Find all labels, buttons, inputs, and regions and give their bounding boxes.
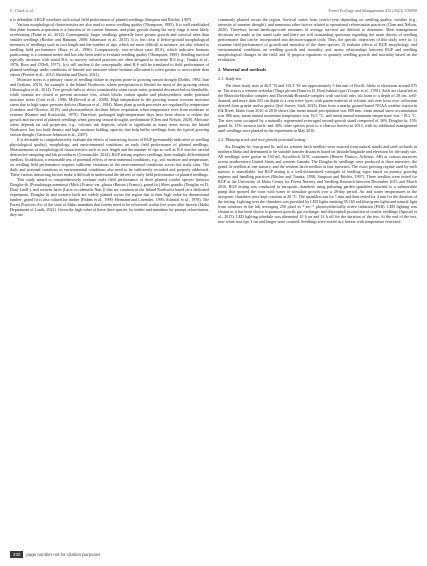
header-journal: Forest Ecology and Management 452 (2023) 100090 <box>328 8 417 13</box>
right-paragraph-1: commonly planted across the region. Survival varies from year-to-year depending on seedling quality, weather (e.g., intensity of summer drought), and numerous other factors related to operational reforestation practices (Chen and Nelson, 2020). Therefore, broad landscape-scale estimates of average survival are difficult to determine. Most management decisions are made at the stand scale and there are still outstanding questions regarding the main drivers of seedling performance that can be incorporated into decision-support tools. Thus, the specific objectives of this study were to: 1) examine field performance of growth and mortality of the three species; 2) evaluate effects of RGP, morphology, and environmental conditions on seedling growth and mortality, and assess relationships between RGP and seedling morphological changes in the field; and 3) propose equations to quantify seedling growth and mortality based on the evaluation. <box>218 17 417 62</box>
left-paragraph-5: This study aimed to comprehensively evaluate early field performance of three planted conifer species (interior Douglas-fir (Pseudotsuga menziesii (Mirb.) Franco var. glauca (Beissn.) Franco), grand fir (Abies grandis (Douglas ex D. Don) Lindl.), and western larch (Larix occidentalis Nutt.)) that are common in the Inland Northwest based on a dedicated experiment. Douglas-fir and western larch are widely planted across the region due to their high value for dimensional lumber; grand fir is also valued for timber (Fiddes et al., 1990; Hermann and Lavender, 1990; Schmidt et al., 1976). The Forest Practices Act of the state of Idaho mandates that forests need to be reforested within five years after harvest (Idaho Department of Lands, 2022). Given the high value of these three species for timber and mandates for prompt reforestation, they are <box>10 177 209 217</box>
page-footer <box>10 550 417 559</box>
left-paragraph-2: Various morphological characteristics are also used to assess seedling quality (Thompson, 1985). It is well established that plant biomass acquisition is a function of its current biomass, and plant growth during the early stage is most likely accelerating (Paine et al., 2012). Consequently, larger seedlings generally have greater growth and survival rates than smaller seedlings (Ritchie and Hamann, 2008; Johansson et al., 2015). It is less clear if below-ground morphological measures of seedlings such as root length and the number of tips, which are more difficult to measure, are also related to seedling field performance (Kurz et al., 1996). Comparatively, root-to-shoot ratio (R:S), which indicates biomass partitioning, is a common metric and has also been used to evaluate seedling quality (Thompson, 1985). Seedling survival typically increases with initial R:S, so nursery cultural practices are often designed to increase R:S (e.g., Tanaka et al., 1976; Roos and O'Dell, 1977). It is still unclear if the conceptually ideal R:S will be translated to field performance of planted seedlings under conditions of limited soil moisture where biomass allocation is often greater to roots rather than shoots (Poorter et al., 2012; Sheridan and Davis, 2021). <box>10 22 209 77</box>
right-paragraph-3: Six Douglas-fir, four grand fir, and six western larch seedlots were sourced from natural stands and seed orchards in northern Idaho and determined to be suitable transfer distances based on latitude/longitude and elevation for the study site. All seedlings were grown in 130 mL Styroblock 415C containers (Beaver Plastics, Acheson, AB) at various nurseries across northwestern United States and western Canada. The Douglas-fir seedlings were produced at three nurseries, the grand fir seedlots at one nursery, and the western larch seedlots at four nurseries. The exact growing regime used by each nursery is unavailable, but RGP testing is a well-documented surrogate of seedling vigor based on nursery growing regimes and handling practices (Ritchie and Tanaka, 1990; Simpson and Ritchie, 1997). These seedlots were tested for RGP at the University of Idaho Center for Forest Nursery and Seedling Research between December 2015 and March 2016. RGP testing was conducted in aeroponic chambers using pulsating garden sprinklers attached to a submersible pump that sprayed the roots with water to stimulate growth over a 28-day period. Air and water temperatures in the aeroponic chambers were kept constant at 20 °C. The sprinklers ran for 1 min and then rested for 4 min for the duration of the testing. Lighting over the chambers was provided by LED lights emitting 95:165 red:blue:green lights and natural light from windows in the lab, averaging 250 μmol m⁻² sec⁻¹ photosynthetically active radiation (PAR). LED lighting was chosen as it has been shown to promote growth, gas exchange, and chlorophyll production of conifer seedlings (Apostol et al., 2015). LED lighting schedule was alternated 10 h on and 14 h off for the duration of the test. At the end of the test, new white root tips 1 cm and longer were counted. Seedlings were stored in a freezer with temperature restricted <box>218 144 417 224</box>
page-header <box>10 8 417 13</box>
footer-note: page number not for citation purposes <box>26 552 101 557</box>
subsection-heading-study-site: 2.1. Study site <box>218 76 242 81</box>
section-heading-methods: 2. Material and methods <box>218 67 266 72</box>
right-paragraph-2: The three study sites at 46.9 °N and 116.3 °W are approximately 5 km east of Bovill, Idaho at elevations around 975 m. The area is a western redcedar (Thuja plicata Donn ex D. Don) habitat type (Cooper et al., 1991). Soils are classified as the Brazzola-Hoodoo complex and Dworshak-Brazzola-complex with surficial ashy silt loam to a depth of 28 cm, well-drained, and more than 203 cm depth to a restrictive layer, with parent material of volcanic ash over loess over colluvium derived from granite and/or gneiss (Soil Survey Staff, 2023). Data from a nearby ground-based NOAA weather station in Elk River, Idaho from 2010 to 2016 shows that mean annual precipitation was 889 mm, mean annual snow accumulation was 886 mm, mean annual maximum temperature was 16.5 °C, and mean annual minimum temperature was −18.2 °C. The sites were occupied by a naturally regenerated even-aged second-growth stand composed of 30% Douglas-fir, 15% grand fir, 15% western larch, and 40% other species prior to a clearcut harvest in 2013, with no additional management until seedlings were planted in the experiment in May 2016. <box>218 83 417 133</box>
subsection-heading-planting-stock: 2.2. Planting stock and root growth potential testing <box>218 137 306 142</box>
header-authors: C. Clark et al. <box>10 8 34 13</box>
right-column <box>218 17 417 224</box>
page-number: 232 <box>10 551 23 558</box>
left-paragraph-4: It is desirable to comprehensively evaluate the effects of interacting factors of RGP (presumably indicative of seedling physiological quality), morphology, and environmental conditions on early field performance of planted seedlings. Measurements of morphological characteristics such as root length and the number of tips as well as R:S involve careful destructive sampling and lab procedures (Grossnickle, 2012). RGP testing requires seedlings from multiple differentiated seedlots. In addition, a reasonable test of potential effects of environmental conditions, e.g., soil moisture and temperature, on seedling field performance requires sufficient variations in the environmental conditions across the study sites. The daily and seasonal variations in environmental conditions also need to be sufficiently recorded and properly addressed. These various interacting factors make it difficult to understand the drivers of early field performance of planted seedlings. <box>10 137 209 177</box>
left-paragraph-3: Moisture stress is a primary cause of seedling failure in regions prone to growing season drought (Dobbs, 1992; Jain and Graham, 2015). An example is the Inland Northwest, where precipitation is limited for most of the growing season (Abatzoglou et al., 2014). Tree growth halts or slows considerably when tissue water potential decreases below thresholds, while stomata are closed to prevent moisture loss, which blocks carbon uptake and photosynthetic under potential moisture stress (Cole et al., 1986; McDowell et al., 2008). High temperature in the growing season worsens moisture stress due to high vapor pressure deficits (Banyon et al., 1994). Many plant growth processes are regulated by temperature (Lambers and Oliveira, 2019), and photosynthesis declines below respiration when temperature rises from moderate to extreme (Kramer and Kozlowski, 1979). Therefore, prolonged high-temperature days have been shown to reduce the growth and survival of planted seedlings when growing season droughts predominate (Chen and Nelson, 2020). Moisture stress depends on soil properties, e.g., volcanic ash deposits, which is significant in many areas across the Inland Northwest, has low bulk density and high moisture holding capacity that help buffer seedlings from the typical growing season drought (Garrison-Johnston et al., 2007). <box>10 77 209 137</box>
left-column <box>10 17 209 217</box>
left-paragraph-1: it is debatable if RGP correlates with actual field performance of planted seedlings (Simpson and Ritchie, 1997). <box>10 17 193 22</box>
